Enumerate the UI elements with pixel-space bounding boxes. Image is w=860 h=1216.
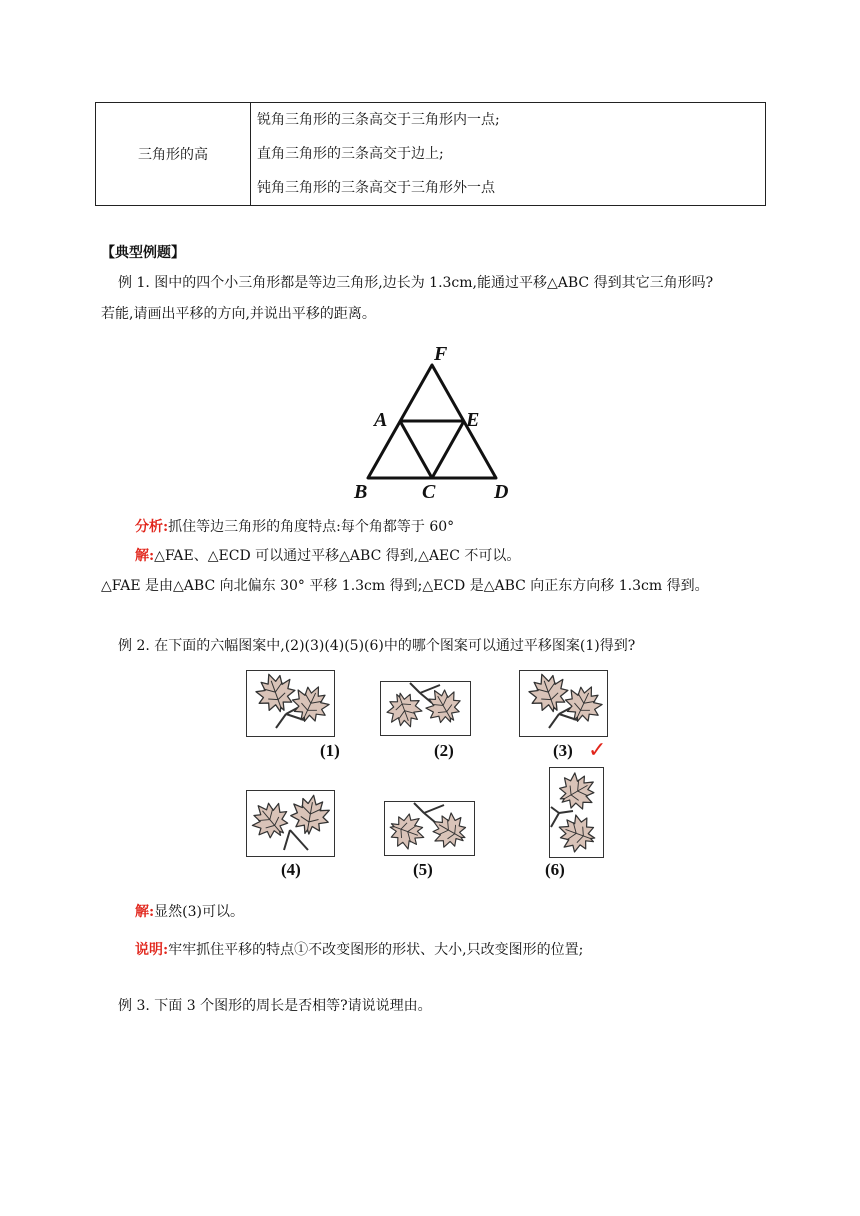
- example1-answer-detail: △FAE 是由△ABC 向北偏东 30° 平移 1.3cm 得到;△ECD 是△ABC 向正东方向移 1.3cm 得到。: [101, 578, 709, 594]
- check-icon: ✓: [588, 738, 607, 763]
- leaf-pattern-2: [380, 681, 472, 737]
- answer-label: 解:: [135, 548, 155, 564]
- example1-question-line1: 例 1. 图中的四个小三角形都是等边三角形,边长为 1.3cm,能通过平移△ABC 得到其它三角形吗?: [118, 275, 714, 291]
- point-label-f: F: [434, 343, 448, 365]
- leaf-pattern-6: [549, 767, 605, 859]
- example2-note: [135, 940, 583, 960]
- point-label-b: B: [354, 481, 368, 503]
- leaf-pattern-1: [246, 670, 336, 738]
- example2-answer: [135, 902, 244, 922]
- analysis-label: 分析:: [135, 519, 169, 535]
- summary-table: [95, 102, 766, 206]
- table-content-cell: [251, 103, 766, 206]
- point-label-c: C: [422, 481, 436, 503]
- pattern-label-2: (2): [434, 741, 454, 760]
- analysis-text: 抓住等边三角形的角度特点:每个角都等于 60°: [168, 519, 455, 535]
- answer-text: △FAE、△ECD 可以通过平移△ABC 得到,△AEC 不可以。: [154, 548, 521, 564]
- table-row-header: 三角形的高: [96, 103, 251, 206]
- example2-answer-label: 解:: [135, 904, 155, 920]
- pattern-label-3: (3): [553, 741, 573, 760]
- table-line-obtuse: 钝角三角形的三条高交于三角形外一点: [257, 180, 495, 196]
- example1-analysis: [135, 517, 454, 537]
- pattern-label-6: (6): [545, 860, 565, 879]
- pattern-label-5: (5): [413, 860, 433, 879]
- note-text: 牢牢抓住平移的特点①不改变图形的形状、大小,只改变图形的位置;: [168, 942, 584, 958]
- point-label-a: A: [374, 409, 388, 431]
- leaf-pattern-5: [384, 801, 476, 857]
- example2-question: 例 2. 在下面的六幅图案中,(2)(3)(4)(5)(6)中的哪个图案可以通过平移图案(1)得到?: [118, 638, 636, 654]
- table-line-right: 直角三角形的三条高交于边上;: [257, 146, 444, 162]
- triangle-figure: [350, 338, 520, 508]
- example2-answer-text: 显然(3)可以。: [154, 904, 245, 920]
- table-line-acute: 锐角三角形的三条高交于三角形内一点;: [257, 112, 500, 128]
- point-label-d: D: [494, 481, 509, 503]
- section-title: 【典型例题】: [101, 245, 185, 261]
- example1-question-line2: 若能,请画出平移的方向,并说出平移的距离。: [101, 306, 376, 322]
- note-label: 说明:: [135, 942, 169, 958]
- example1-answer: [135, 546, 520, 566]
- pattern-label-1: (1): [320, 741, 340, 760]
- leaf-pattern-4: [246, 790, 336, 858]
- pattern-label-4: (4): [281, 860, 301, 879]
- point-label-e: E: [466, 409, 480, 431]
- example3-question: 例 3. 下面 3 个图形的周长是否相等?请说说理由。: [118, 998, 432, 1014]
- leaf-pattern-3: [519, 670, 609, 738]
